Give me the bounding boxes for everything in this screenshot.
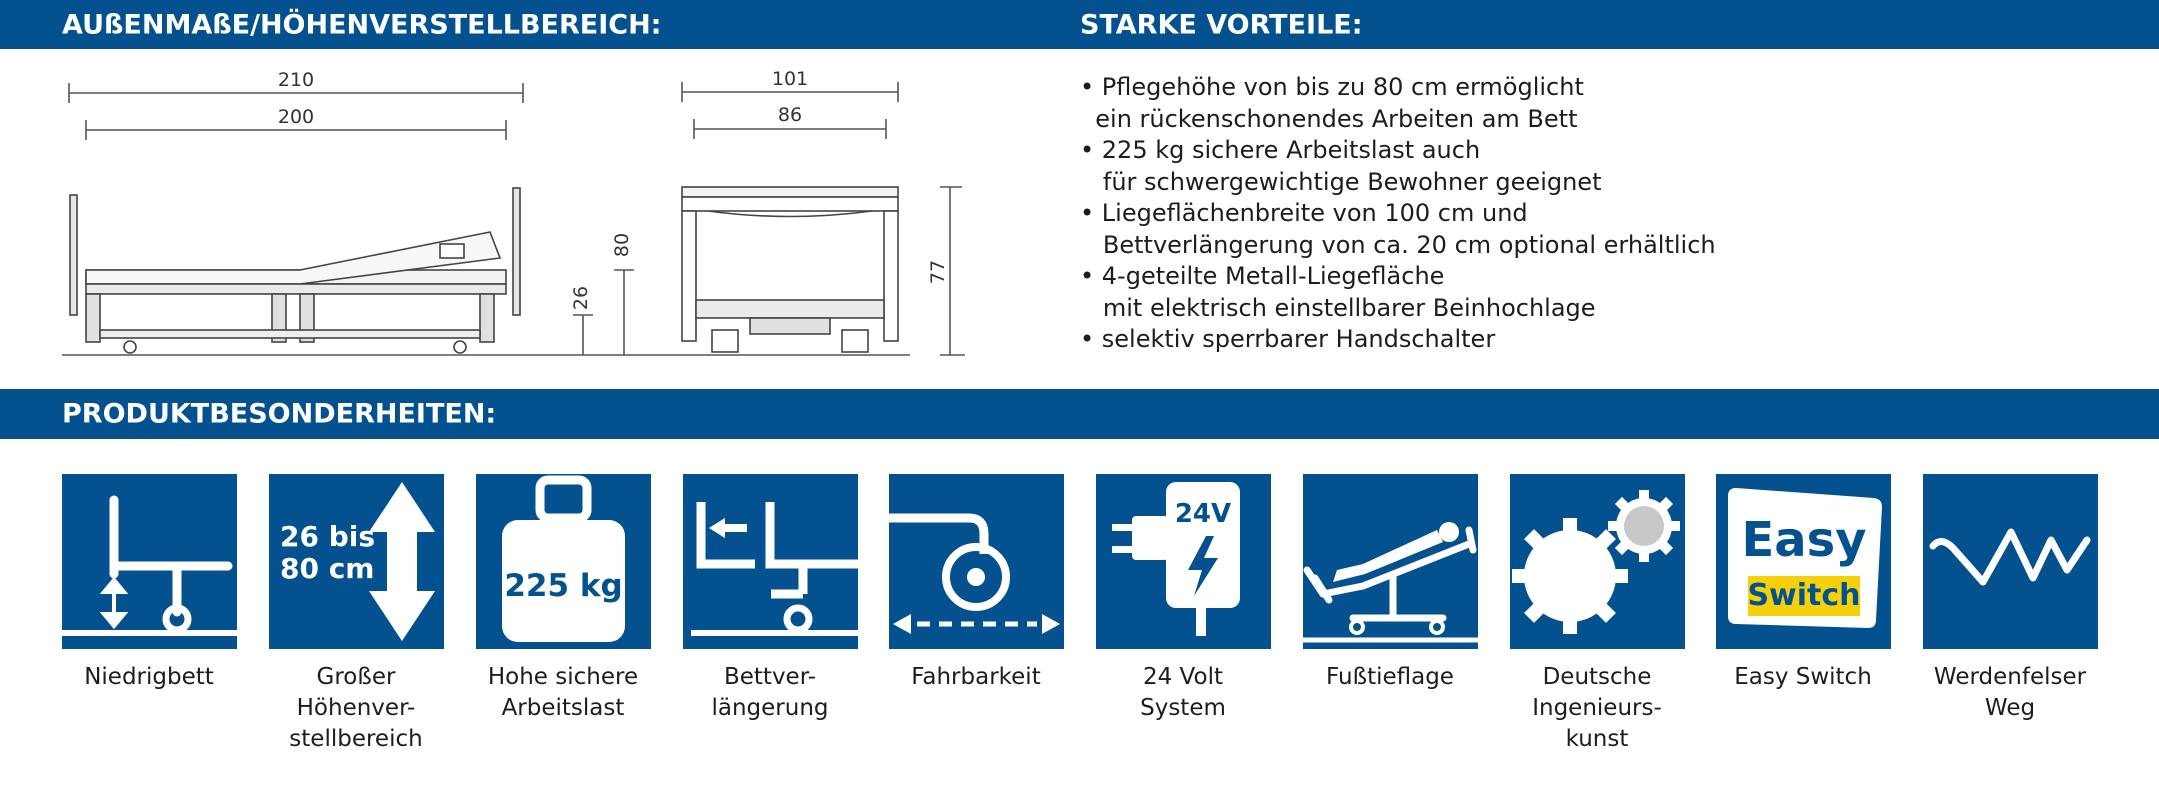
low-bed-icon xyxy=(62,474,237,649)
weight-text: 225 kg xyxy=(504,568,623,604)
front-width-outer-label: 101 xyxy=(771,68,809,90)
side-length-outer-label: 210 xyxy=(277,69,315,91)
front-height-label: 77 xyxy=(927,259,949,285)
adapter-voltage-text: 24V xyxy=(1174,499,1232,529)
bed-dimension-drawing xyxy=(0,49,1060,379)
switch-text: Switch xyxy=(1747,578,1861,613)
height-range-text-2: 80 cm xyxy=(280,552,375,585)
feature-caption: Werdenfelser Weg xyxy=(1933,664,2087,721)
wheel-icon xyxy=(889,474,1064,649)
feature-tile-easy-switch xyxy=(1716,474,1891,649)
feature-tile-wheel xyxy=(889,474,1064,649)
feature-caption: Niedrigbett xyxy=(84,664,214,690)
advantage-line: • 225 kg sichere Arbeitslast auch xyxy=(1080,136,1481,164)
bed-extension-icon xyxy=(683,474,858,649)
advantage-line: • Liegeflächenbreite von 100 cm und xyxy=(1080,199,1528,227)
advantages-heading: STARKE VORTEILE: xyxy=(1080,9,1363,40)
power-adapter-icon xyxy=(1096,474,1271,649)
feature-tile-low-bed xyxy=(62,474,237,649)
advantage-line: mit elektrisch einstellbarer Beinhochlage xyxy=(1080,293,1596,322)
feature-caption: Fußtieflage xyxy=(1326,664,1454,690)
dimensions-heading: AUßENMAßE/HÖHENVERSTELLBEREICH: xyxy=(62,9,662,40)
feature-caption: Hohe sichere Arbeitslast xyxy=(487,664,639,721)
header-bar xyxy=(0,0,2159,49)
feature-caption: Deutsche Ingenieurs- kunst xyxy=(1532,664,1662,752)
height-min-label: 26 xyxy=(570,285,592,311)
side-length-inner-label: 200 xyxy=(277,106,315,128)
advantage-line: • selektiv sperrbarer Handschalter xyxy=(1080,325,1496,353)
front-width-inner-label: 86 xyxy=(777,104,803,126)
features-bar xyxy=(0,389,2159,439)
height-range-text-1: 26 bis xyxy=(280,520,376,553)
easy-text: Easy xyxy=(1741,512,1867,568)
feature-tile-height-range xyxy=(269,474,444,649)
feature-tile-power xyxy=(1096,474,1271,649)
feature-caption: Bettver- längerung xyxy=(711,664,829,721)
advantage-line: für schwergewichtige Bewohner geeignet xyxy=(1080,167,1602,196)
advantages-list xyxy=(1080,72,2140,356)
feature-tile-foot-low xyxy=(1303,474,1478,649)
gears-icon xyxy=(1510,474,1685,649)
feature-caption: Fahrbarkeit xyxy=(911,664,1041,690)
advantage-line: • Pflegehöhe von bis zu 80 cm ermöglicht xyxy=(1080,73,1584,101)
feature-tile-bed-extension xyxy=(683,474,858,649)
patient-tilt-icon xyxy=(1303,474,1478,649)
easy-switch-icon xyxy=(1716,474,1891,649)
feature-tile-weight xyxy=(476,474,651,649)
feature-tile-werdenfels xyxy=(1923,474,2098,649)
ww-logo-icon xyxy=(1923,474,2098,649)
advantage-line: ein rückenschonendes Arbeiten am Bett xyxy=(1080,104,1578,133)
height-max-label: 80 xyxy=(611,232,633,258)
weight-icon xyxy=(476,474,651,649)
bed-side-view xyxy=(70,188,520,353)
advantage-line: Bettverlängerung von ca. 20 cm optional erhältlich xyxy=(1080,230,1716,259)
bed-front-view xyxy=(682,187,898,352)
feature-caption: 24 Volt System xyxy=(1140,664,1226,721)
feature-caption: Easy Switch xyxy=(1734,664,1872,690)
feature-tile-engineering xyxy=(1510,474,1685,649)
advantage-line: • 4-geteilte Metall-Liegefläche xyxy=(1080,262,1445,290)
height-range-icon xyxy=(269,474,444,649)
features-heading: PRODUKTBESONDERHEITEN: xyxy=(62,398,497,430)
feature-caption: Großer Höhenver- stellbereich xyxy=(289,664,423,752)
